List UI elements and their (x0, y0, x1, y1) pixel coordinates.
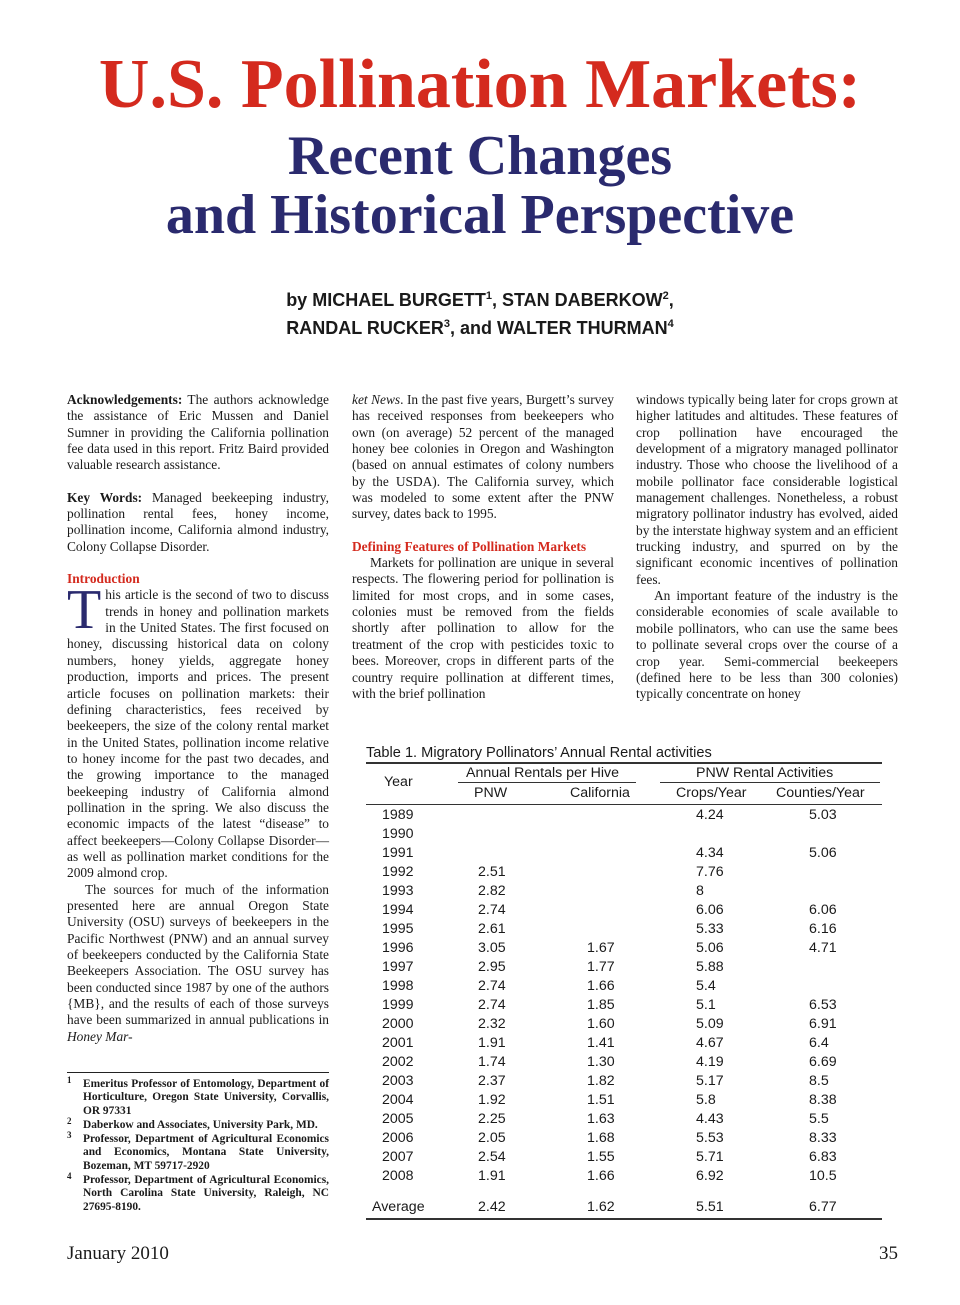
row-counties-year: 6.83 (809, 1149, 837, 1165)
byline-separator: , (492, 290, 503, 310)
row-counties-year: 10.5 (809, 1168, 837, 1184)
row-year: 1990 (382, 826, 414, 842)
footnotes (67, 1075, 329, 1215)
average-crops-year: 5.51 (696, 1199, 724, 1215)
row-pnw-rental: 2.82 (478, 883, 506, 899)
text-column-2 (352, 392, 614, 702)
byline (0, 286, 960, 342)
row-crops-year: 4.24 (696, 807, 724, 823)
table-row (366, 901, 882, 920)
table-row (366, 977, 882, 996)
footer-date: January 2010 (67, 1243, 169, 1264)
row-california-rental: 1.68 (587, 1130, 615, 1146)
row-year: 1991 (382, 845, 414, 861)
row-counties-year: 5.5 (809, 1111, 829, 1127)
row-counties-year: 6.53 (809, 997, 837, 1013)
table-row (366, 806, 882, 825)
table-row (366, 939, 882, 958)
row-counties-year: 8.38 (809, 1092, 837, 1108)
byline-separator: , and (450, 318, 498, 338)
row-year: 2007 (382, 1149, 414, 1165)
row-pnw-rental: 2.95 (478, 959, 506, 975)
rental-activities-table (366, 744, 882, 1220)
row-crops-year: 5.17 (696, 1073, 724, 1089)
footer-page-number: 35 (879, 1243, 898, 1264)
table-row (366, 1015, 882, 1034)
header-group-rentals: Annual Rentals per Hive (466, 765, 619, 781)
row-year: 1993 (382, 883, 414, 899)
drop-cap: T (67, 579, 102, 642)
row-california-rental: 1.41 (587, 1035, 615, 1051)
italic-text: Honey Mar- (67, 1028, 133, 1044)
average-counties-year: 6.77 (809, 1199, 837, 1215)
body-paragraph: Markets for pollination are unique in several respects. The flowering period for pollination is limited for most crops, and in some cases, colonies must be removed from the fields shortly after pollination to allow for the treatment of the crop with pesticides toxic to bees. Moreover, crops in different parts of the country require pollination at different times, with the brief pollination (352, 555, 614, 701)
row-counties-year: 4.71 (809, 940, 837, 956)
row-counties-year: 8.5 (809, 1073, 829, 1089)
author-superscript: 4 (667, 318, 674, 330)
footnote (67, 1115, 329, 1132)
header-pnw: PNW (474, 785, 508, 801)
table-header (366, 764, 882, 804)
title-line-1: U.S. Pollination Markets: (98, 46, 862, 123)
byline-prefix: by (286, 290, 313, 310)
row-counties-year: 6.16 (809, 921, 837, 937)
row-counties-year: 5.06 (809, 845, 837, 861)
key-words-label: Key Words: (67, 489, 143, 505)
row-year: 2008 (382, 1168, 414, 1184)
row-crops-year: 5.1 (696, 997, 716, 1013)
row-pnw-rental: 1.74 (478, 1054, 506, 1070)
table-row (366, 825, 882, 844)
table-row (366, 1148, 882, 1167)
footnote (67, 1075, 329, 1118)
footnote-text: Professor, Department of Agricultural Economics and Economics, Montana State University, Bozeman, MT 59717-2920 (83, 1133, 329, 1172)
author-superscript: 2 (662, 290, 669, 302)
row-pnw-rental: 2.25 (478, 1111, 506, 1127)
row-year: 1996 (382, 940, 414, 956)
row-crops-year: 6.92 (696, 1168, 724, 1184)
author-name: WALTER THURMAN (497, 318, 668, 338)
row-year: 1994 (382, 902, 414, 918)
key-words-text: Managed beekeeping industry, pollination rental fees, honey income, pollination income, California almond industry, Colony Collapse Disorder. (67, 489, 329, 554)
paragraph-text: The sources for much of the information presented here are annual Oregon State University (OSU) surveys of beekeepers in the Pacific Northwest (PNW) and an annual survey of beekeepers conducted by the California State Beekeepers Association. The OSU survey has been conducted since 1987 by one of the authors {MB}, and the results of each of those surveys have been summarized in annual publications in (67, 881, 329, 1028)
table-row (366, 1053, 882, 1072)
table-row (366, 882, 882, 901)
row-year: 1989 (382, 807, 414, 823)
acknowledgements-label: Acknowledgements: (67, 392, 183, 407)
row-pnw-rental: 2.32 (478, 1016, 506, 1032)
header-group-pnw-rule (660, 782, 880, 783)
row-year: 2002 (382, 1054, 414, 1070)
acknowledgements (67, 392, 329, 474)
row-crops-year: 8 (696, 883, 704, 899)
row-year: 2003 (382, 1073, 414, 1089)
average-pnw: 2.42 (478, 1199, 506, 1215)
row-year: 1997 (382, 959, 414, 975)
footnote-text: Professor, Department of Agricultural Economics, North Carolina State University, Raleigh, NC 27695-8190. (83, 1174, 329, 1213)
introduction-paragraph-2 (67, 882, 329, 1045)
table-row (366, 1129, 882, 1148)
table-row (366, 920, 882, 939)
row-california-rental: 1.30 (587, 1054, 615, 1070)
title-line-2: Recent Changes (287, 125, 673, 187)
row-year: 2001 (382, 1035, 414, 1051)
row-year: 2006 (382, 1130, 414, 1146)
footnote (67, 1130, 329, 1173)
author-name: MICHAEL BURGETT (312, 290, 486, 310)
row-year: 1992 (382, 864, 414, 880)
row-crops-year: 5.06 (696, 940, 724, 956)
row-crops-year: 7.76 (696, 864, 724, 880)
row-year: 1999 (382, 997, 414, 1013)
row-year: 2004 (382, 1092, 414, 1108)
table-row (366, 844, 882, 863)
row-pnw-rental: 2.74 (478, 978, 506, 994)
row-california-rental: 1.85 (587, 997, 615, 1013)
header-year: Year (384, 774, 413, 790)
row-crops-year: 5.4 (696, 978, 716, 994)
average-label: Average (372, 1199, 425, 1215)
introduction-heading: Introduction (67, 571, 140, 587)
text-column-3 (636, 392, 898, 703)
table-row (366, 1091, 882, 1110)
row-pnw-rental: 2.37 (478, 1073, 506, 1089)
text-column-1 (67, 392, 329, 1045)
table-body (366, 805, 882, 1186)
row-crops-year: 5.88 (696, 959, 724, 975)
row-pnw-rental: 3.05 (478, 940, 506, 956)
paragraph-text: his article is the second of two to discuss trends in honey and pollination markets in the United States. The first focused on honey, discussing historical data on colony numbers, honey yields, aggregate honey production, imports and prices. The present article focuses on pollination markets: their defining characteristics, fees received by beekeepers, the size of the colony rental market in the United States, pollination income relative to honey income for the past two decades, and the growing importance to the managed beekeeping industry of California almond pollination in the spring. We also discuss the economic impacts of the latest “disease” to affect beekeepers—Colony Collapse Disorder—as well as pollination market conditions for the 2009 almond crop. (67, 587, 329, 881)
row-crops-year: 5.09 (696, 1016, 724, 1032)
row-pnw-rental: 1.91 (478, 1035, 506, 1051)
table-row (366, 863, 882, 882)
row-counties-year: 6.06 (809, 902, 837, 918)
table-row (366, 1034, 882, 1053)
italic-text: ket News (352, 392, 401, 407)
acknowledgements-text: The authors acknowledge the assistance of Eric Mussen and Daniel Sumner in providing the California pollination fee data used in this report. Fritz Baird provided valuable research assistance. (67, 392, 329, 473)
row-california-rental: 1.66 (587, 1168, 615, 1184)
row-california-rental: 1.55 (587, 1149, 615, 1165)
row-crops-year: 5.53 (696, 1130, 724, 1146)
author-superscript: 1 (485, 290, 492, 302)
row-crops-year: 4.43 (696, 1111, 724, 1127)
continued-paragraph (352, 392, 614, 523)
row-pnw-rental: 2.51 (478, 864, 506, 880)
section-heading: Defining Features of Pollination Markets (352, 538, 587, 554)
row-counties-year: 8.33 (809, 1130, 837, 1146)
table-spacer (366, 1186, 882, 1198)
header-group-rentals-rule (458, 782, 636, 783)
table-row (366, 1110, 882, 1129)
author-name: STAN DABERKOW (502, 290, 663, 310)
table-row (366, 996, 882, 1015)
row-pnw-rental: 2.05 (478, 1130, 506, 1146)
row-year: 2005 (382, 1111, 414, 1127)
row-counties-year: 6.91 (809, 1016, 837, 1032)
row-pnw-rental: 1.92 (478, 1092, 506, 1108)
row-counties-year: 5.03 (809, 807, 837, 823)
author-superscript: 3 (443, 318, 450, 330)
row-crops-year: 6.06 (696, 902, 724, 918)
row-crops-year: 4.19 (696, 1054, 724, 1070)
header-counties-year: Counties/Year (776, 785, 865, 801)
row-pnw-rental: 2.61 (478, 921, 506, 937)
footnote-number: 3 (67, 1130, 72, 1141)
header-california: California (570, 785, 630, 801)
footnote-text: Daberkow and Associates, University Park, MD. (83, 1118, 318, 1131)
row-california-rental: 1.63 (587, 1111, 615, 1127)
row-year: 2000 (382, 1016, 414, 1032)
row-year: 1995 (382, 921, 414, 937)
title-line-3: and Historical Perspective (165, 184, 795, 247)
footnote-number: 2 (67, 1115, 72, 1126)
row-california-rental: 1.66 (587, 978, 615, 994)
row-california-rental: 1.51 (587, 1092, 615, 1108)
header-crops-year: Crops/Year (676, 785, 747, 801)
row-crops-year: 5.8 (696, 1092, 716, 1108)
row-pnw-rental: 2.54 (478, 1149, 506, 1165)
table-row (366, 958, 882, 977)
footnote-text: Emeritus Professor of Entomology, Department of Horticulture, Oregon State University, Corvallis, OR 97331 (83, 1078, 329, 1117)
body-paragraph: windows typically being later for crops grown at higher latitudes and altitudes. These features of crop pollination have encouraged the development of a migratory managed pollinator industry. Those who choose the livelihood of a mobile pollinator face considerable logistical management challenges. Nonetheless, a robust migratory pollinator industry has evolved, aided by the interstate highway system and an efficient trucking industry, and spurred on by the significant economic incentives of pollination fees. (636, 392, 898, 587)
row-crops-year: 5.33 (696, 921, 724, 937)
row-crops-year: 4.34 (696, 845, 724, 861)
title-subtitle (0, 127, 960, 246)
row-pnw-rental: 2.74 (478, 997, 506, 1013)
row-pnw-rental: 1.91 (478, 1168, 506, 1184)
header-group-pnw-activities: PNW Rental Activities (696, 765, 834, 781)
row-pnw-rental: 2.74 (478, 902, 506, 918)
body-paragraph: An important feature of the industry is the considerable economies of scale available to mobile pollinators, who can use the same bees to pollinate several crops over the course of a crop year. Semi-commercial beekeepers (defined here to be less than 300 colonies) typically concentrate on honey (636, 588, 898, 702)
row-crops-year: 5.71 (696, 1149, 724, 1165)
row-counties-year: 6.69 (809, 1054, 837, 1070)
footnote (67, 1171, 329, 1214)
row-california-rental: 1.67 (587, 940, 615, 956)
footnote-number: 4 (67, 1171, 72, 1182)
row-california-rental: 1.77 (587, 959, 615, 975)
author-name: RANDAL RUCKER (286, 318, 444, 338)
table-average-row (366, 1198, 882, 1217)
table-row (366, 1072, 882, 1091)
byline-separator: , (668, 290, 674, 310)
row-california-rental: 1.82 (587, 1073, 615, 1089)
paragraph-text: . In the past five years, Burgett’s survey has received responses from beekeepers who own (on average) 52 percent of the managed honey bee colonies in Oregon and Washington (based on annual estimates of colony numbers by the USDA). The California survey, which was modeled to some extent after the PNW survey, dates back to 1995. (352, 392, 614, 522)
average-california: 1.62 (587, 1199, 615, 1215)
table-row (366, 1167, 882, 1186)
row-crops-year: 4.67 (696, 1035, 724, 1051)
table-caption: Table 1. Migratory Pollinators’ Annual Rental activities (366, 745, 712, 761)
footnote-number: 1 (67, 1075, 72, 1085)
row-california-rental: 1.60 (587, 1016, 615, 1032)
key-words (67, 490, 329, 555)
row-counties-year: 6.4 (809, 1035, 829, 1051)
footnote-rule (67, 1072, 329, 1073)
table-bottom-rule (366, 1218, 882, 1220)
row-year: 1998 (382, 978, 414, 994)
